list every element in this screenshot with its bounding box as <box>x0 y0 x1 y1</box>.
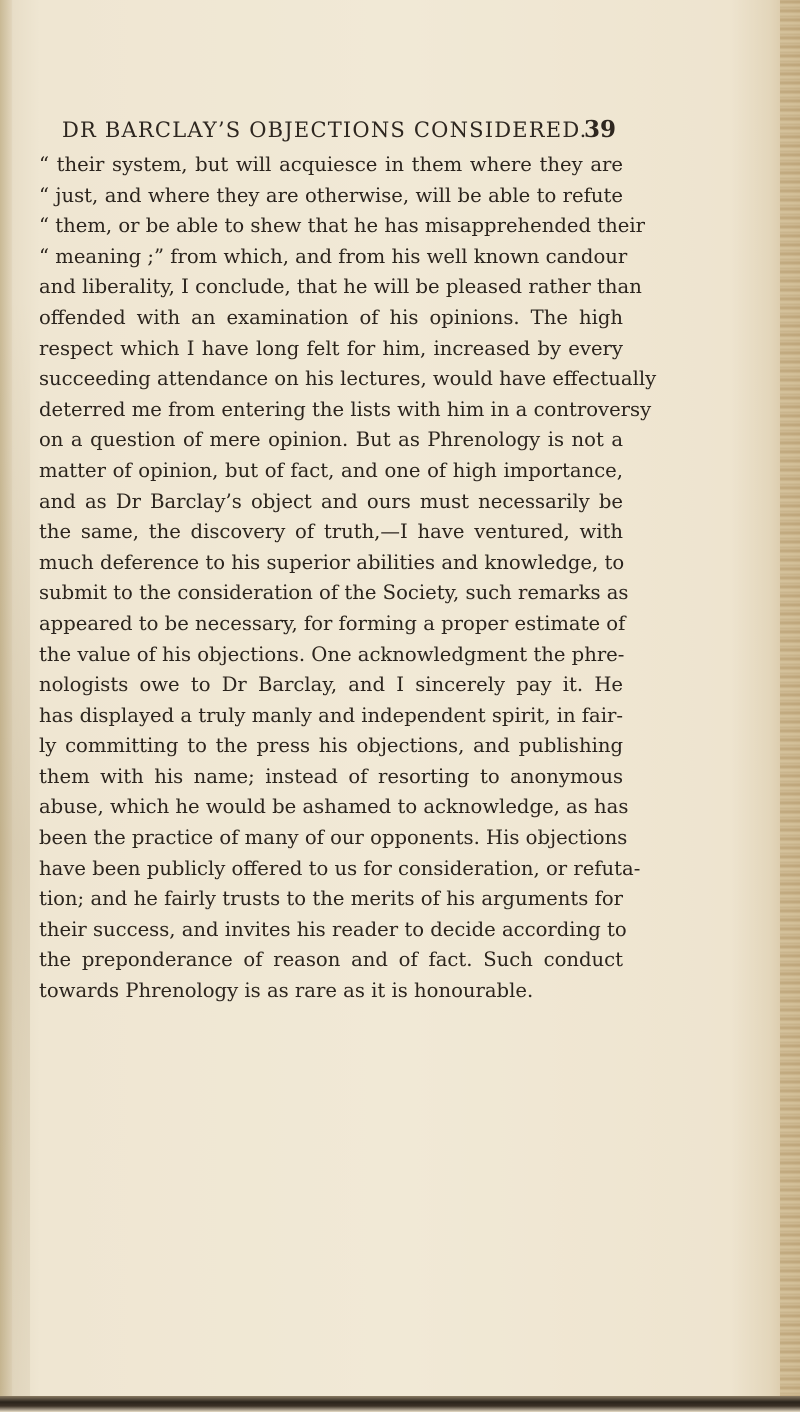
page-fore-edge <box>780 0 800 1412</box>
text-line: succeeding attendance on his lectures, would have effectually <box>39 367 657 391</box>
text-line: offended with an examination of his opinions. The high <box>39 305 623 329</box>
text-line: has displayed a truly manly and independent spirit, in fair- <box>39 703 623 727</box>
text-line: nologists owe to Dr Barclay, and I sincerely pay it. He <box>39 673 623 697</box>
page-number: 39 <box>584 116 617 143</box>
running-head <box>0 118 800 150</box>
text-line: the value of his objections. One acknowledgment the phre- <box>39 642 625 666</box>
text-line: “ them, or be able to shew that he has misapprehended their <box>39 214 646 238</box>
text-line: towards Phrenology is as rare as it is honourable. <box>39 979 534 1003</box>
page-bottom-shadow <box>0 1396 800 1412</box>
text-line: “ just, and where they are otherwise, will be able to refute <box>39 183 623 207</box>
text-line: ly committing to the press his objections, and publishing <box>39 734 623 758</box>
text-line: matter of opinion, but of fact, and one of high importance, <box>39 458 623 482</box>
text-line: much deference to his superior abilities and knowledge, to <box>39 550 625 574</box>
text-line: and as Dr Barclay’s object and ours must necessarily be <box>39 489 623 513</box>
text-line: “ meaning ;” from which, and from his well known candour <box>39 244 628 268</box>
text-line: “ their system, but will acquiesce in them where they are <box>39 153 623 176</box>
text-line: submit to the consideration of the Society, such remarks as <box>39 581 629 605</box>
text-line: abuse, which he would be ashamed to acknowledge, as has <box>39 795 629 819</box>
text-line: appeared to be necessary, for forming a proper estimate of <box>39 611 626 635</box>
text-line: respect which I have long felt for him, increased by every <box>39 336 623 360</box>
body-text <box>39 150 657 1007</box>
page-stain <box>0 300 30 1400</box>
running-title: DR BARCLAY’S OBJECTIONS CONSIDERED. <box>62 118 588 142</box>
text-line: them with his name; instead of resorting to anonymous <box>39 764 623 788</box>
text-line: on a question of mere opinion. But as Phrenology is not a <box>39 428 623 452</box>
text-line: and liberality, I conclude, that he will be pleased rather than <box>39 275 642 299</box>
text-line: the preponderance of reason and of fact. Such conduct <box>39 948 623 972</box>
text-line: tion; and he fairly trusts to the merits of his arguments for <box>39 887 623 911</box>
text-line: deterred me from entering the lists with him in a controversy <box>39 397 652 421</box>
text-line: been the practice of many of our opponents. His objections <box>39 826 628 850</box>
text-line: have been publicly offered to us for consideration, or refuta- <box>39 856 641 880</box>
text-line: the same, the discovery of truth,—I have ventured, with <box>39 520 623 544</box>
text-line: their success, and invites his reader to decide according to <box>39 917 627 941</box>
